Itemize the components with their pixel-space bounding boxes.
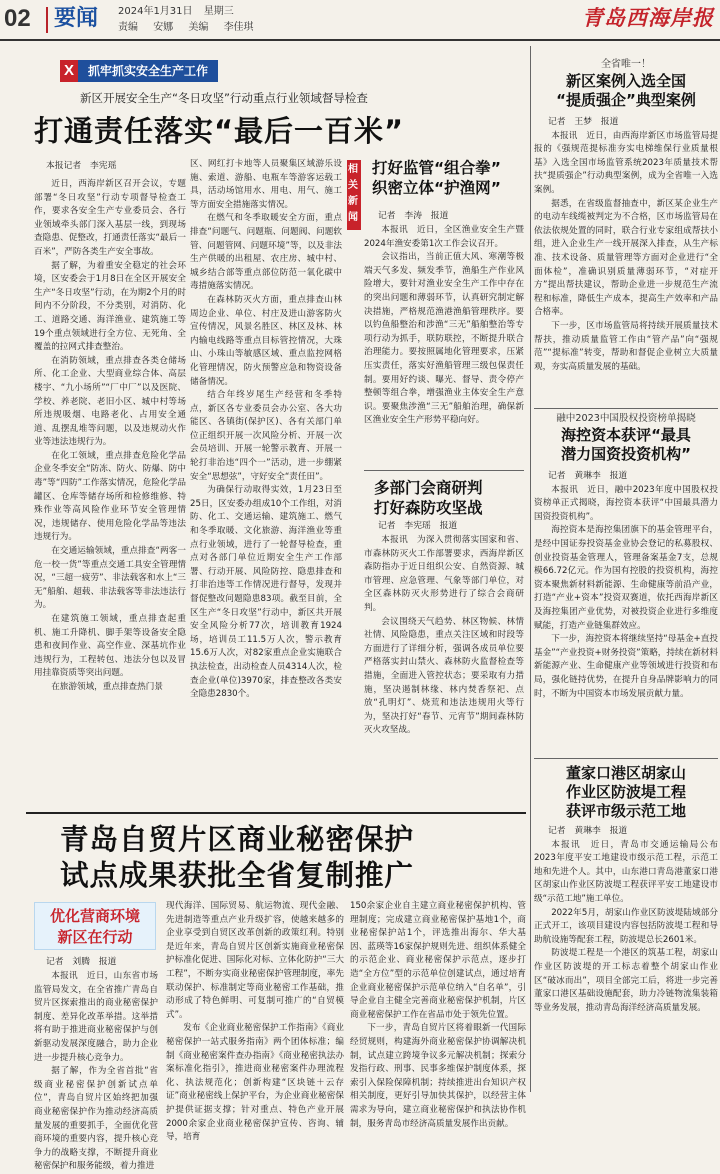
right-title-1b: “提质强企”典型案例 <box>556 91 696 109</box>
paragraph: 在交通运输领域，重点排查“两客一危一校一货”等重点交通工具安全管理情况，“三超一疲劳”、非法载客和水上“三无”船舶、超载、非法载客等非法违法行为。 <box>34 546 186 611</box>
paragraph: 在消防领域，重点排查各类仓储场所、化工企业、大型商业综合体、高层楼宇、“九小场所”“厂中厂”以及医院、学校、养老院、老旧小区、城中村等场所违规吸烟、电路老化、占用安全通道、乱摆乱堆等问题，以及违规动火作业等违法违规行为。 <box>34 355 186 448</box>
issue-date <box>118 5 234 18</box>
page-header <box>0 0 720 40</box>
paragraph: 会议指出，当前正值大风、寒潮等极端天气多发、频发季节，渔船生产作业风险增大，要针对渔业安全生产工作中存在的突出问题和薄弱环节，认真研究制定解决措施，严格规范渔港渔船管理秩序。要以钓鱼船整治和涉渔“三无”船舶整治等专项行动为抓手，联防联控，不断提升联合治理能力。要按照属地化管理要求，压紧压实责任，落实好渔船管理三级包保责任制。要用好约谈、曝光、督导、责令停产整顿等组合拳，增强渔业主体安全生产意识。要聚焦涉渔“三无”船舶治理，确保新区渔业安全生产形势平稳向好。 <box>364 252 524 426</box>
bottom-headline-2: 试点成果获批全省复制推广 <box>60 859 415 892</box>
paragraph: 防波堤工程是一个港区的筑基工程，胡家山作业区防波堤的开工标志着整个胡家山作业区“破冰而出”，项目全部完工后，将进一步完善董家口港区基础设施配套，助力冷链物流集装箱等业务发展，推动青岛海洋经济高质量发展。 <box>534 948 718 1013</box>
paragraph: 为确保行动取得实效，1月23日至25日，区安委办组成10个工作组，对消防、化工、交通运输、建筑施工、燃气和冬季取暖、文化旅游、海洋渔业等重点行业领域，进行了一轮督导检查，重点对各部门单位近期安全生产工作部署、行动开展、风险防控、隐患排查和打非治违等工作情况进行督导，发现并督促整改问题隐患83项。截至目前，全区生产“冬日攻坚”行动中，新区共开展安全风险分析77次，培训教育1924场，培训员工11.5万人次，警示教育15.6万人次，对82家重点企业实施联合执法检查，出动检查人员4314人次，检查企业(单位)3970家，排查整改各类安全隐患2830个。 <box>190 485 342 700</box>
right-title-1a: 新区案例入选全国 <box>565 72 686 90</box>
right-byline-2: 记者 黄琳李 报道 <box>548 471 628 481</box>
bottom-tag-badge <box>34 902 156 950</box>
paragraph: 本报讯 近日，山东省市场监管局发文，在全省推广青岛自贸片区探索推出的商业秘密保护制度、差异化改革举措。这举措将有助于推进商业秘密保护与创新驱动发展深度融合，助力企业进一步提升核心竞争力。 <box>34 971 158 1063</box>
section-name: 要闻 <box>54 6 99 31</box>
paragraph: 海控资本是海控集团旗下的基金管理平台，是经中国证券投资基金业协会登记的私募股权、创业投资基金管理人，管理备案基金7支，总规模66.72亿元。作为国有控股的投资机构，海控资本聚焦新材料新能源、生命健康等前沿产业，打造“产业+资本”投资双赛道，依托西海岸新区及海控集团产业优势，对被投资企业进行多维度赋能，打造产业链集群效应。 <box>534 525 718 631</box>
header-divider <box>46 7 48 33</box>
related-article-2 <box>364 478 524 518</box>
column-separator <box>530 46 531 1092</box>
x-mark-icon: X <box>60 60 78 82</box>
related-article-1 <box>364 158 524 198</box>
bottom-column-2 <box>166 900 344 1143</box>
related-news-text: 相关新闻 <box>348 164 358 223</box>
related-body-2 <box>364 534 524 808</box>
bottom-headline-1: 青岛自贸片区商业秘密保护 <box>60 823 415 856</box>
right-article-1 <box>534 48 718 382</box>
paragraph: 区、网红打卡地等人员聚集区域游乐设施、索道、游船、电瓶车等游客运载工具，活动场馆用水、用电、用气、施工等方面安全措施落实情况。 <box>190 159 342 210</box>
paragraph: 下一步，海控资本将继续坚持“母基金+直投基金”“产业投资+财务投资”策略，持续在新材料新能源产业、生命健康产业等领域进行投资和布局，强化链持优势，在提升自身品牌影响力的同时，不断为中国资本市场发展贡献力量。 <box>534 634 718 699</box>
paragraph: 在建筑施工领域，重点排查起重机、施工升降机、脚手架等设备安全隐患和夜间作业、高空作业、深基坑作业违规行为，工程转包、违法分包以及冒用挂靠资质等突出问题。 <box>34 614 186 679</box>
paragraph: 近日，西海岸新区召开会议，专题部署“冬日攻坚”行动专项督导检查工作，要求各安全生产专业委员会、各行业领域牵头部门深入基层一线，到现场查隐患、促整改，打通责任落实“最后一百米”，严防各类生产安全事故。 <box>34 179 186 257</box>
date-text: 2024年1月31日 <box>118 6 193 17</box>
right-title-3b: 作业区防波堤工程 <box>565 783 686 801</box>
article-byline: 本报记者 李宪瑶 <box>46 161 117 171</box>
paragraph: 本报讯 为深入贯彻落实国家和省、市森林防灭火工作部署要求，西海岸新区森防指办于近日组织公安、自然资源、城市管理、应急管理、气象等部门单位，对全区森林防灭火形势进行了综合会商研判。 <box>364 535 524 613</box>
right-title-3c: 获评市级示范工地 <box>565 802 686 820</box>
paragraph: 下一步，青岛自贸片区将着眼新一代国际经贸规则，构建海外商业秘密保护协调解决机制，试点建立跨境争议多元解决机制；探索分发指行政、刑事、民事多维保护制度体系，探索引入保险保障机制；持续推进出台知识产权相关制度，更好引导加快其保护，以经营主体需求为导向，建立商业秘密保护和执法协作机制，服务青岛市经济高质量发展作出贡献。 <box>350 1023 526 1129</box>
paragraph: 发布《企业商业秘密保护工作指南》《商业秘密保护一站式服务指南》两个团体标准；编制《商业秘密案件查办指南》《商业秘密执法办案标准化指引》，推进商业秘密案件办理流程化、执法规范化；创新构建“区块链＋云存证”商业秘密线上保护平台，为企业商业秘密保护提供证据支撑；针对重点、特色产业开展2000余家企业商业秘密保护宣传、咨询、辅导，培育 <box>166 1023 344 1143</box>
right-article-3 <box>534 764 718 1093</box>
weekday-text: 星期三 <box>203 6 234 17</box>
topic-tag <box>60 60 288 82</box>
right-divider-1 <box>534 408 718 409</box>
related-title-1a: 打好监管“组合拳” <box>372 159 501 177</box>
paragraph: 会议围绕天气趋势、林区物候、林情社情、风险隐患，重点关注区域和时段等方面进行了详细分析，强调各成员单位要严格落实封山禁火、森林防火监督检查等措施，全面进入管控状态；要采取有力措施，坚决遏制林缘、林内焚香祭祀、点放“孔明灯”、烧荒和违法违规用火等行为，坚决打好“春节、元宵节”期间森林防灭火攻坚战。 <box>364 616 524 736</box>
right-body-2 <box>534 484 718 756</box>
paragraph: 据悉，在省级监督抽查中，新区某企业生产的电动车线缆被判定为不合格，区市场监管局在依法依规处置的同时，联合行业专家组成帮扶小组，进入企业生产一线开展深入排查，从生产标准、技术设备、质量管理等方面对企业进行“全面体检”，准确识别质量薄弱环节，“对症开方”提出帮扶建议，帮助企业进一步规范生产流程和标准，降低生产成本，提高生产效率和产品合格率。 <box>534 198 718 318</box>
bottom-tag-line-2: 新区在行动 <box>57 928 133 946</box>
related-title-2a: 多部门会商研判 <box>374 479 483 497</box>
bottom-section-rule <box>26 812 526 814</box>
paragraph: 据了解，为着重安全稳定的社会环境，区安委会于1月8日在全区开展安全生产“冬日攻坚”行动，在为期2个月的时间内不分阶段，不分类别，对消防、化工、道路交通、海洋渔业、建筑施工等19个重点领域进行全方位、无死角、全覆盖的拉网式排查整治。 <box>34 260 186 353</box>
topic-tag-label: 抓牢抓实安全生产工作 <box>78 60 218 82</box>
newspaper-logo: 青岛西海岸报 <box>582 5 714 30</box>
right-title-2b: 潜力国资投资机构” <box>561 445 691 463</box>
bottom-byline: 记者 刘腾 报道 <box>46 957 117 967</box>
bottom-tag-line-1: 优化营商环境 <box>49 907 140 925</box>
main-column-1 <box>34 178 186 808</box>
right-byline-1: 记者 王梦 报道 <box>548 117 619 127</box>
right-byline-3: 记者 黄琳李 报道 <box>548 826 628 836</box>
paragraph: 在森林防灭火方面，重点排查山林周边企业、单位、村庄及进山游客防火宣传情况，风景名胜区、林区及林、林内输电线路等重点目标管控情况，大珠山、小珠山等敏感区域、重点监控网格化管理情况，防火预警应急和物资设备储备情况。 <box>190 294 342 387</box>
related-byline-2: 记者 李宪瑶 报道 <box>378 521 458 531</box>
paragraph: 150余家企业自主建立商业秘密保护机构、管理制度；完成建立商业秘密保护基地1个，商业秘密保护站1个，评选推出海尔、华大基因、蓝瑛等16家保护规则先进、组织体系健全的示范企业、商业秘密保护示范点，逐步打造“全方位”型的示范单位创建试点，通过培育企业商业秘密保护示范单位纳入“自名单”，引导企业自主健全完善商业秘密保护机制，片区商业秘密保护工作在省品市处于领先位置。 <box>350 901 526 1020</box>
related-byline-1: 记者 李涛 报道 <box>378 211 449 221</box>
paragraph: 下一步，区市场监管局将持续开展质量技术帮扶，推动质量监管工作由“管产品”向“强规范”“提标准”转变，帮助和督促企业树立大质量观，夯实高质量发展的基础。 <box>534 320 718 372</box>
paragraph: 在燃气和冬季取暖安全方面，重点排查“问题气、问题瓶、问题阀、问题软管、问题管网、问题环境”等，以及非法生产供暖的出租屋、农庄房、城中村、城乡结合部等重点部位防范一氧化碳中毒措施落实情况。 <box>190 213 342 292</box>
paragraph: 据了解，作为全省首批“省级商业秘密保护创新试点单位”，青岛自贸片区始终把加强商业秘密保护作为推动经济高质量发展的重要抓手，全面优化营商环境的重要内容，提升核心竞争力的战略支撑，不断提升商业秘密保护和服务能级，着力推进 <box>34 1066 158 1172</box>
right-divider-2 <box>534 758 718 759</box>
paragraph: 本报讯 近日，青岛市交通运输局公布2023年度平安工地建设市级示范工程，示范工地和先进个人。其中，山东港口青岛港董家口港区胡家山作业区防波堤工程获评平安工地建设市级“示范工地”施工单位。 <box>534 839 718 904</box>
paragraph: 在化工领域，重点排查危险化学品企业冬季安全“防冻、防火、防爆、防中毒”等“四防”工作落实情况，危险化学品罐区、仓库等储存场所和检修维修、特殊作业等高风险作业环节安全管理情况，违规储存、使用危险化学品等违法违规行为。 <box>34 450 186 543</box>
right-article-2 <box>534 410 718 756</box>
bottom-column-1 <box>34 970 158 1172</box>
related-title-2b: 打好森防攻坚战 <box>374 499 483 517</box>
right-body-1 <box>534 130 718 382</box>
right-body-3 <box>534 839 718 1093</box>
header-rule <box>0 39 720 41</box>
related-divider <box>364 470 524 471</box>
related-body-1 <box>364 224 524 466</box>
right-title-3a: 董家口港区胡家山 <box>565 764 686 782</box>
paragraph: 现代海洋、国际贸易、航运物流、现代金融、先进制造等重点产业升级扩容，使越来越多的企业享受到自贸区改革创新的政策红利。特别是近年来，青岛自贸片区创新实施商业秘密保护标准化促进、国际化对标、立体化防护“三大工程”，不断夯实商业秘密保护管理制度，率先联动保护、标准制定等商业秘密工作基础，推动形成了特色鲜明、可复制可推广的“自贸模式”。 <box>166 901 344 1020</box>
paragraph: 在旅游领域，重点排查热门景 <box>51 681 163 692</box>
related-title-1b: 织密立体“护渔网” <box>372 179 501 197</box>
article-kicker: 新区开展安全生产“冬日攻坚”行动重点行业领域督导检查 <box>80 91 368 105</box>
paragraph: 本报讯 近日，由西海岸新区市场监管局提报的《强规范提标准夯实电梯维保行业质量根基》入选全国市场监管系统2023年质量技术帮扶“提质强企”行动典型案例，成为全省唯一入选案例。 <box>534 130 718 195</box>
page-number: 02 <box>4 5 31 32</box>
main-column-2 <box>190 158 342 808</box>
right-title-2a: 海控资本获评“最具 <box>561 426 691 444</box>
right-kicker-2: 融中2023中国股权投资榜单揭晓 <box>556 413 696 424</box>
paragraph: 2022年5月，胡家山作业区防波堤陆域部分正式开工，该项目建设内容包括防波堤工程和导助航设施等配套工程，防波堤总长2601米。 <box>534 907 718 945</box>
right-kicker-1: 全省唯一！ <box>601 59 651 70</box>
paragraph: 本报讯 近日，融中2023年度中国股权投资榜单正式揭晓，海控资本获评“中国最具潜力国资投资机构”。 <box>534 484 718 522</box>
paragraph: 结合年终岁尾生产经营和冬季特点，新区各专业委员会办公室、各大功能区、各镇街(保护区)、各有关部门单位正组织开展一次风险分析、开展一次会员培训、开展一轮警示教育、开展一轮打非治违“四个一”活动，进一步绷紧安全“思想弦”，守好安全“责任田”。 <box>190 390 342 482</box>
bottom-column-3 <box>350 900 526 1129</box>
article-headline: 打通责任落实“最后一百米” <box>34 114 405 148</box>
editor-credits: 责编 安娜 美编 李佳琪 <box>118 22 254 33</box>
paragraph: 本报讯 近日，全区渔业安全生产暨2024年渔安委第1次工作会议召开。 <box>364 225 524 249</box>
